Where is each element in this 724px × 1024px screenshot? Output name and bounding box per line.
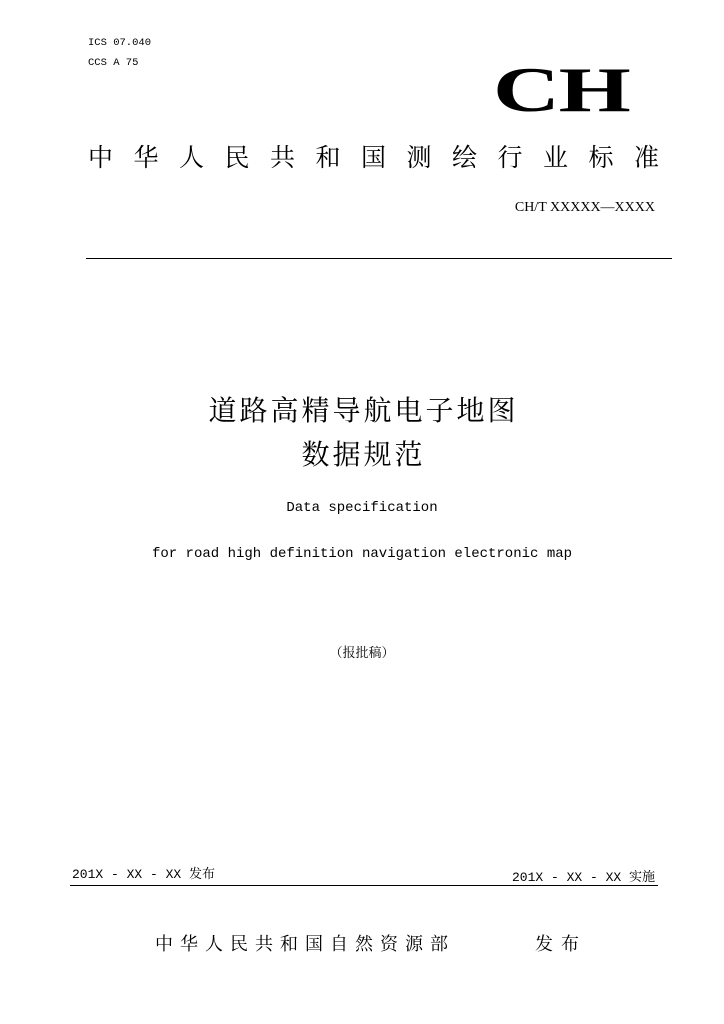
issue-label: 发布: [535, 934, 587, 955]
issuing-authority: 中华人民共和国自然资源部: [155, 934, 455, 955]
implementation-date: 201X - XX - XX 实施: [511, 870, 655, 885]
standard-number: CH/T XXXXX—XXXX: [514, 200, 655, 215]
ics-code: ICS 07.040: [88, 37, 152, 49]
title-english-line-2: for road high definition navigation electronic map: [151, 546, 573, 562]
standard-type-heading: 中华人民共和国测绘行业标准: [88, 143, 680, 172]
footer-divider: [70, 885, 658, 886]
title-chinese-line-1: 道路高精导航电子地图: [208, 394, 519, 427]
release-date: 201X - XX - XX 发布: [72, 867, 216, 882]
draft-status: （报批稿）: [329, 646, 395, 661]
ccs-code: CCS A 75: [88, 57, 139, 69]
ch-logo: CH: [493, 54, 630, 125]
title-chinese-line-2: 数据规范: [301, 438, 426, 471]
header-divider: [86, 258, 672, 259]
title-english-line-1: Data specification: [286, 500, 438, 516]
